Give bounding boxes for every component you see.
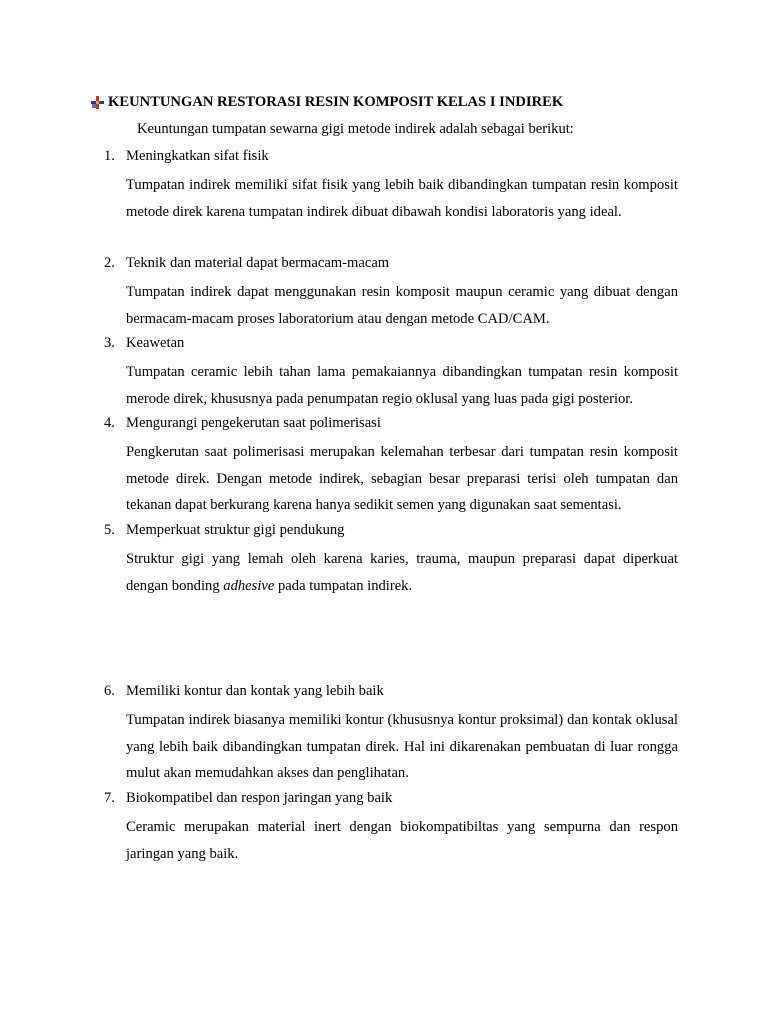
desc-text: pada tumpatan indirek. (274, 577, 413, 594)
desc-text: Struktur gigi yang lemah oleh karena karies, trauma, maupun preparasi dapat diperkuat dengan bonding (126, 551, 678, 594)
list-item-title-text: Mengurangi pengekerutan saat polimerisasi (126, 415, 381, 431)
list-item (104, 413, 678, 519)
list-item-number: 6. (104, 683, 115, 699)
list-item (104, 146, 678, 225)
list-item-title-text: Memperkuat struktur gigi pendukung (126, 522, 345, 538)
desc-italic-term: adhesive (223, 577, 275, 594)
list-item-description: Tumpatan ceramic lebih tahan lama pemakaiannya dibandingkan tumpatan resin komposit merode direk, khususnya pada penumpatan regio oklusal yang luas pada gigi posterior. (126, 364, 678, 407)
cross-bullet-icon (90, 95, 105, 110)
list-item-title-text: Keawetan (126, 335, 185, 351)
list-item-number: 1. (104, 148, 115, 164)
list-item (104, 520, 678, 599)
list-item-title (104, 413, 678, 433)
list-item-title-text: Teknik dan material dapat bermacam-macam (126, 255, 390, 271)
list-item-title (104, 146, 678, 166)
list-item-number: 3. (104, 335, 115, 351)
list-item-title-text: Meningkatkan sifat fisik (126, 148, 269, 164)
list-item-number: 7. (104, 790, 115, 806)
list-item-number: 4. (104, 415, 115, 431)
list-item-description: Tumpatan indirek memiliki sifat fisik yang lebih baik dibandingkan tumpatan resin komposit metode direk karena tumpatan indirek dibuat dibawah kondisi laboratoris yang ideal. (126, 177, 678, 220)
list-item-title (104, 788, 678, 808)
list-item (104, 253, 678, 332)
list-item-number: 5. (104, 522, 115, 538)
list-item-description: Pengkerutan saat polimerisasi merupakan kelemahan terbesar dari tumpatan resin komposit metode direk. Dengan metode indirek, sebagian besar preparasi terisi oleh tumpatan dan tekanan dapat berkurang karena hanya sedikit semen yang digunakan saat sementasi. (126, 444, 678, 514)
intro-paragraph: Keuntungan tumpatan sewarna gigi metode indirek adalah sebagai berikut: (137, 121, 574, 137)
list-item-title-text: Biokompatibel dan respon jaringan yang baik (126, 790, 393, 806)
list-item-description: Tumpatan indirek dapat menggunakan resin komposit maupun ceramic yang dibuat dengan bermacam-macam proses laboratorium atau dengan metode CAD/CAM. (126, 284, 678, 327)
list-item-description: Tumpatan indirek biasanya memiliki kontur (khususnya kontur proksimal) dan kontak oklusal yang lebih baik dibandingkan tumpatan direk. Hal ini dikarenakan pembuatan di luar rongga mulut akan memudahkan akses dan penglihatan. (126, 712, 678, 782)
section-heading (90, 92, 563, 112)
list-item (104, 681, 678, 787)
list-item-title-text: Memiliki kontur dan kontak yang lebih baik (126, 683, 384, 699)
list-item-number: 2. (104, 255, 115, 271)
list-item-description (126, 546, 678, 599)
list-item-title (104, 520, 678, 540)
list-item (104, 333, 678, 412)
list-item-title (104, 333, 678, 353)
heading-text: KEUNTUNGAN RESTORASI RESIN KOMPOSIT KELAS I INDIREK (108, 94, 564, 110)
list-item (104, 788, 678, 867)
list-item-title (104, 681, 678, 701)
list-item-title (104, 253, 678, 273)
list-item-description: Ceramic merupakan material inert dengan biokompatibiltas yang sempurna dan respon jaringan yang baik. (126, 819, 678, 862)
